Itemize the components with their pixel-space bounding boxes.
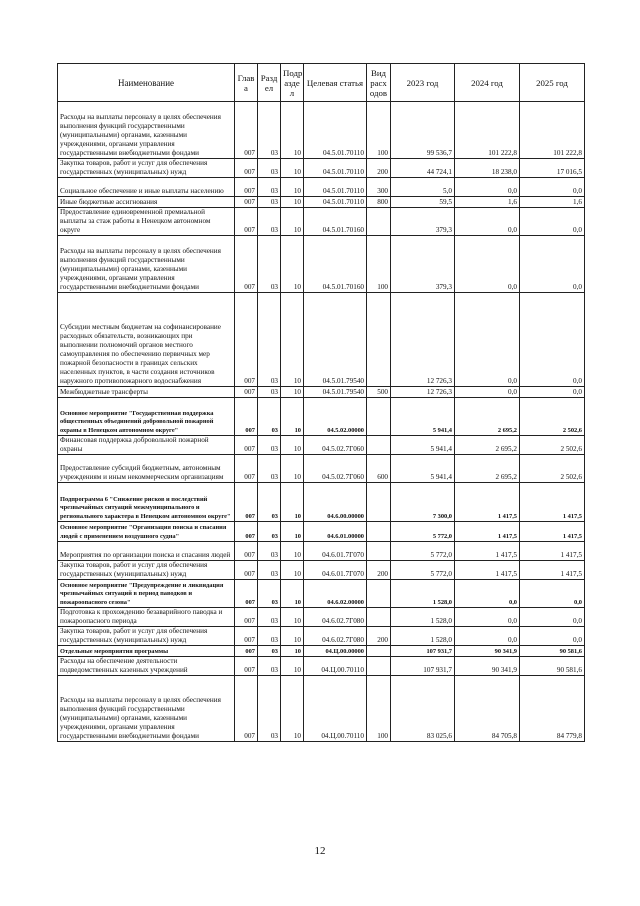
header-podrazdel: Подр азде л bbox=[281, 64, 304, 102]
cell-2025: 1 417,5 bbox=[520, 483, 585, 522]
cell-name: Мероприятия по организации поиска и спасания людей bbox=[58, 542, 235, 561]
cell-2025: 0,0 bbox=[520, 580, 585, 608]
cell-razdel: 03 bbox=[258, 608, 281, 627]
cell-2024: 1,6 bbox=[455, 197, 520, 208]
cell-name: Отдельные мероприятия программы bbox=[58, 646, 235, 657]
cell-target: 04.Ц.00.70110 bbox=[304, 676, 367, 742]
cell-2024: 1 417,5 bbox=[455, 561, 520, 580]
cell-podrazdel: 10 bbox=[281, 561, 304, 580]
cell-glava: 007 bbox=[235, 608, 258, 627]
cell-razdel: 03 bbox=[258, 197, 281, 208]
cell-razdel: 03 bbox=[258, 646, 281, 657]
cell-2024: 84 705,8 bbox=[455, 676, 520, 742]
cell-2025: 90 581,6 bbox=[520, 657, 585, 676]
cell-name: Социальное обеспечение и иные выплаты населению bbox=[58, 178, 235, 197]
cell-target: 04.6.02.7Г080 bbox=[304, 608, 367, 627]
cell-podrazdel: 10 bbox=[281, 522, 304, 542]
cell-2025: 1,6 bbox=[520, 197, 585, 208]
cell-podrazdel: 10 bbox=[281, 159, 304, 178]
header-2024: 2024 год bbox=[455, 64, 520, 102]
cell-vid: 600 bbox=[367, 455, 391, 483]
cell-2025: 84 779,8 bbox=[520, 676, 585, 742]
cell-name: Межбюджетные трансферты bbox=[58, 387, 235, 398]
cell-2025: 2 502,6 bbox=[520, 436, 585, 455]
cell-vid: 100 bbox=[367, 102, 391, 159]
cell-name: Основное мероприятие "Организация поиска и спасания людей с применением воздушного судна" bbox=[58, 522, 235, 542]
cell-2023: 5,0 bbox=[391, 178, 455, 197]
cell-podrazdel: 10 bbox=[281, 455, 304, 483]
table-row bbox=[58, 398, 585, 436]
cell-glava: 007 bbox=[235, 522, 258, 542]
cell-2024: 0,0 bbox=[455, 293, 520, 387]
cell-2023: 379,3 bbox=[391, 236, 455, 293]
cell-name: Основное мероприятие "Государственная поддержка общественных объединений добровольной пожарной охраны в Ненецком автономном округе" bbox=[58, 398, 235, 436]
cell-vid: 200 bbox=[367, 159, 391, 178]
cell-2024: 90 341,9 bbox=[455, 657, 520, 676]
cell-vid bbox=[367, 542, 391, 561]
cell-2023: 83 025,6 bbox=[391, 676, 455, 742]
cell-2024: 0,0 bbox=[455, 178, 520, 197]
cell-2024: 2 695,2 bbox=[455, 436, 520, 455]
cell-vid bbox=[367, 436, 391, 455]
cell-2024: 0,0 bbox=[455, 208, 520, 236]
cell-name: Закупка товаров, работ и услуг для обеспечения государственных (муниципальных) нужд bbox=[58, 627, 235, 646]
cell-razdel: 03 bbox=[258, 627, 281, 646]
cell-razdel: 03 bbox=[258, 102, 281, 159]
cell-vid: 200 bbox=[367, 561, 391, 580]
cell-target: 04.5.01.70110 bbox=[304, 102, 367, 159]
cell-vid: 100 bbox=[367, 236, 391, 293]
cell-target: 04.5.02.7Г060 bbox=[304, 436, 367, 455]
cell-podrazdel: 10 bbox=[281, 398, 304, 436]
cell-2024: 18 238,0 bbox=[455, 159, 520, 178]
cell-target: 04.5.01.70160 bbox=[304, 236, 367, 293]
cell-glava: 007 bbox=[235, 387, 258, 398]
cell-razdel: 03 bbox=[258, 208, 281, 236]
cell-2023: 44 724,1 bbox=[391, 159, 455, 178]
cell-razdel: 03 bbox=[258, 159, 281, 178]
cell-name: Основное мероприятие "Предупреждение и ликвидация чрезвычайных ситуаций в период паводков и пожароопасного сезона" bbox=[58, 580, 235, 608]
table-row bbox=[58, 102, 585, 159]
cell-2025: 1 417,5 bbox=[520, 561, 585, 580]
cell-2024: 0,0 bbox=[455, 608, 520, 627]
cell-name: Расходы на выплаты персоналу в целях обеспечения выполнения функций государственными (муниципальными) органами, казенными учреждениями, органами управления государственными внебюджетными фондами bbox=[58, 102, 235, 159]
cell-razdel: 03 bbox=[258, 178, 281, 197]
cell-2023: 107 931,7 bbox=[391, 657, 455, 676]
cell-glava: 007 bbox=[235, 561, 258, 580]
table-row bbox=[58, 627, 585, 646]
cell-podrazdel: 10 bbox=[281, 580, 304, 608]
cell-name: Закупка товаров, работ и услуг для обеспечения государственных (муниципальных) нужд bbox=[58, 561, 235, 580]
table-row bbox=[58, 197, 585, 208]
budget-table bbox=[57, 63, 585, 742]
cell-podrazdel: 10 bbox=[281, 387, 304, 398]
cell-target: 04.6.02.00000 bbox=[304, 580, 367, 608]
cell-name: Финансовая поддержка добровольной пожарной охраны bbox=[58, 436, 235, 455]
cell-2023: 107 931,7 bbox=[391, 646, 455, 657]
page-number: 12 bbox=[314, 845, 326, 857]
cell-2023: 379,3 bbox=[391, 208, 455, 236]
cell-vid: 800 bbox=[367, 197, 391, 208]
table-row bbox=[58, 293, 585, 387]
cell-2023: 5 772,0 bbox=[391, 561, 455, 580]
cell-glava: 007 bbox=[235, 455, 258, 483]
cell-podrazdel: 10 bbox=[281, 646, 304, 657]
cell-2025: 2 502,6 bbox=[520, 455, 585, 483]
cell-glava: 007 bbox=[235, 436, 258, 455]
table-row bbox=[58, 542, 585, 561]
cell-name: Иные бюджетные ассигнования bbox=[58, 197, 235, 208]
table-row bbox=[58, 646, 585, 657]
cell-glava: 007 bbox=[235, 676, 258, 742]
cell-podrazdel: 10 bbox=[281, 608, 304, 627]
cell-glava: 007 bbox=[235, 657, 258, 676]
table-row bbox=[58, 522, 585, 542]
cell-target: 04.Ц.00.00000 bbox=[304, 646, 367, 657]
cell-target: 04.6.00.00000 bbox=[304, 483, 367, 522]
cell-target: 04.6.02.7Г080 bbox=[304, 627, 367, 646]
table-row bbox=[58, 561, 585, 580]
cell-podrazdel: 10 bbox=[281, 178, 304, 197]
cell-2025: 0,0 bbox=[520, 627, 585, 646]
header-razdel: Разд ел bbox=[258, 64, 281, 102]
cell-2025: 0,0 bbox=[520, 236, 585, 293]
table-row bbox=[58, 676, 585, 742]
cell-razdel: 03 bbox=[258, 522, 281, 542]
cell-razdel: 03 bbox=[258, 561, 281, 580]
cell-2023: 1 528,0 bbox=[391, 627, 455, 646]
cell-2024: 0,0 bbox=[455, 580, 520, 608]
cell-vid bbox=[367, 657, 391, 676]
cell-target: 04.5.01.70110 bbox=[304, 159, 367, 178]
cell-vid bbox=[367, 483, 391, 522]
cell-podrazdel: 10 bbox=[281, 627, 304, 646]
cell-2024: 0,0 bbox=[455, 387, 520, 398]
cell-vid bbox=[367, 608, 391, 627]
cell-vid: 200 bbox=[367, 627, 391, 646]
cell-target: 04.5.02.00000 bbox=[304, 398, 367, 436]
cell-glava: 007 bbox=[235, 293, 258, 387]
table-row bbox=[58, 236, 585, 293]
cell-name: Расходы на выплаты персоналу в целях обеспечения выполнения функций государственными (муниципальными) органами, казенными учреждениями, органами управления государственными внебюджетными фондами bbox=[58, 676, 235, 742]
cell-glava: 007 bbox=[235, 627, 258, 646]
cell-vid bbox=[367, 522, 391, 542]
header-2025: 2025 год bbox=[520, 64, 585, 102]
cell-2023: 5 941,4 bbox=[391, 455, 455, 483]
cell-vid bbox=[367, 208, 391, 236]
header-glava: Глав а bbox=[235, 64, 258, 102]
table-row bbox=[58, 387, 585, 398]
cell-podrazdel: 10 bbox=[281, 436, 304, 455]
cell-2024: 1 417,5 bbox=[455, 542, 520, 561]
cell-podrazdel: 10 bbox=[281, 293, 304, 387]
header-target: Целевая статья bbox=[304, 64, 367, 102]
cell-razdel: 03 bbox=[258, 580, 281, 608]
cell-vid: 100 bbox=[367, 676, 391, 742]
cell-podrazdel: 10 bbox=[281, 197, 304, 208]
cell-razdel: 03 bbox=[258, 483, 281, 522]
cell-name: Подготовка к прохождению безаварийного паводка и пожароопасного периода bbox=[58, 608, 235, 627]
cell-name: Подпрограмма 6 "Снижение рисков и последствий чрезвычайных ситуаций межмуниципального и регионального характера в Ненецком автономном округе" bbox=[58, 483, 235, 522]
cell-2023: 5 772,0 bbox=[391, 522, 455, 542]
cell-vid bbox=[367, 293, 391, 387]
cell-name: Расходы на обеспечение деятельности подведомственных казенных учреждений bbox=[58, 657, 235, 676]
cell-target: 04.5.02.7Г060 bbox=[304, 455, 367, 483]
cell-razdel: 03 bbox=[258, 293, 281, 387]
cell-2023: 5 941,4 bbox=[391, 398, 455, 436]
cell-name: Предоставление субсидий бюджетным, автономным учреждениям и иным некоммерческим организациям bbox=[58, 455, 235, 483]
table-row bbox=[58, 483, 585, 522]
header-vid: Вид расх одов bbox=[367, 64, 391, 102]
cell-vid bbox=[367, 646, 391, 657]
cell-2024: 90 341,9 bbox=[455, 646, 520, 657]
cell-2023: 12 726,3 bbox=[391, 387, 455, 398]
cell-2023: 5 772,0 bbox=[391, 542, 455, 561]
cell-target: 04.5.01.70110 bbox=[304, 178, 367, 197]
cell-2025: 0,0 bbox=[520, 293, 585, 387]
cell-podrazdel: 10 bbox=[281, 483, 304, 522]
cell-name: Предоставление единовременной премиальной выплаты за стаж работы в Ненецком автономном округе bbox=[58, 208, 235, 236]
cell-razdel: 03 bbox=[258, 436, 281, 455]
table-header-row bbox=[58, 64, 585, 102]
cell-podrazdel: 10 bbox=[281, 676, 304, 742]
cell-name: Закупка товаров, работ и услуг для обеспечения государственных (муниципальных) нужд bbox=[58, 159, 235, 178]
cell-target: 04.5.01.79540 bbox=[304, 293, 367, 387]
header-2023: 2023 год bbox=[391, 64, 455, 102]
cell-glava: 007 bbox=[235, 580, 258, 608]
table-row bbox=[58, 159, 585, 178]
cell-2024: 0,0 bbox=[455, 627, 520, 646]
cell-2023: 1 528,0 bbox=[391, 608, 455, 627]
cell-2025: 17 016,5 bbox=[520, 159, 585, 178]
cell-glava: 007 bbox=[235, 102, 258, 159]
cell-razdel: 03 bbox=[258, 455, 281, 483]
table-row bbox=[58, 208, 585, 236]
table-row bbox=[58, 178, 585, 197]
cell-2025: 101 222,8 bbox=[520, 102, 585, 159]
cell-2025: 1 417,5 bbox=[520, 522, 585, 542]
cell-name: Субсидии местным бюджетам на софинансирование расходных обязательств, возникающих при выполнении полномочий органов местного самоуправления по обеспечению первичных мер пожарной безопасности в границах сельских населенных пунктов, в части создания источников наружного противопожарного водоснабжения bbox=[58, 293, 235, 387]
cell-target: 04.6.01.00000 bbox=[304, 522, 367, 542]
cell-2023: 7 300,0 bbox=[391, 483, 455, 522]
cell-target: 04.5.01.70110 bbox=[304, 197, 367, 208]
cell-2024: 2 695,2 bbox=[455, 455, 520, 483]
cell-2024: 0,0 bbox=[455, 236, 520, 293]
cell-razdel: 03 bbox=[258, 542, 281, 561]
cell-podrazdel: 10 bbox=[281, 102, 304, 159]
cell-razdel: 03 bbox=[258, 657, 281, 676]
cell-2024: 1 417,5 bbox=[455, 483, 520, 522]
table-row bbox=[58, 657, 585, 676]
cell-2025: 0,0 bbox=[520, 608, 585, 627]
cell-glava: 007 bbox=[235, 197, 258, 208]
cell-podrazdel: 10 bbox=[281, 208, 304, 236]
cell-2023: 1 528,0 bbox=[391, 580, 455, 608]
cell-glava: 007 bbox=[235, 159, 258, 178]
cell-target: 04.5.01.79540 bbox=[304, 387, 367, 398]
table-body bbox=[58, 102, 585, 742]
cell-2025: 90 581,6 bbox=[520, 646, 585, 657]
cell-razdel: 03 bbox=[258, 236, 281, 293]
cell-glava: 007 bbox=[235, 483, 258, 522]
cell-glava: 007 bbox=[235, 236, 258, 293]
cell-podrazdel: 10 bbox=[281, 542, 304, 561]
cell-podrazdel: 10 bbox=[281, 236, 304, 293]
cell-glava: 007 bbox=[235, 398, 258, 436]
cell-2025: 1 417,5 bbox=[520, 542, 585, 561]
cell-target: 04.6.01.7Г070 bbox=[304, 542, 367, 561]
cell-glava: 007 bbox=[235, 646, 258, 657]
cell-2025: 0,0 bbox=[520, 178, 585, 197]
cell-vid bbox=[367, 580, 391, 608]
cell-vid: 500 bbox=[367, 387, 391, 398]
cell-vid: 300 bbox=[367, 178, 391, 197]
cell-target: 04.6.01.7Г070 bbox=[304, 561, 367, 580]
cell-2023: 59,5 bbox=[391, 197, 455, 208]
cell-razdel: 03 bbox=[258, 398, 281, 436]
table-row bbox=[58, 436, 585, 455]
cell-2024: 101 222,8 bbox=[455, 102, 520, 159]
cell-glava: 007 bbox=[235, 178, 258, 197]
cell-2025: 2 502,6 bbox=[520, 398, 585, 436]
cell-2025: 0,0 bbox=[520, 208, 585, 236]
cell-glava: 007 bbox=[235, 208, 258, 236]
header-name: Наименование bbox=[58, 64, 235, 102]
table-row bbox=[58, 455, 585, 483]
cell-2023: 99 536,7 bbox=[391, 102, 455, 159]
cell-razdel: 03 bbox=[258, 387, 281, 398]
cell-2025: 0,0 bbox=[520, 387, 585, 398]
cell-podrazdel: 10 bbox=[281, 657, 304, 676]
cell-target: 04.5.01.70160 bbox=[304, 208, 367, 236]
cell-razdel: 03 bbox=[258, 676, 281, 742]
cell-2024: 1 417,5 bbox=[455, 522, 520, 542]
cell-2024: 2 695,2 bbox=[455, 398, 520, 436]
cell-name: Расходы на выплаты персоналу в целях обеспечения выполнения функций государственными (муниципальными) органами, казенными учреждениями, органами управления государственными внебюджетными фондами bbox=[58, 236, 235, 293]
cell-2023: 5 941,4 bbox=[391, 436, 455, 455]
cell-glava: 007 bbox=[235, 542, 258, 561]
table-row bbox=[58, 608, 585, 627]
cell-target: 04.Ц.00.70110 bbox=[304, 657, 367, 676]
cell-vid bbox=[367, 398, 391, 436]
cell-2023: 12 726,3 bbox=[391, 293, 455, 387]
table-row bbox=[58, 580, 585, 608]
